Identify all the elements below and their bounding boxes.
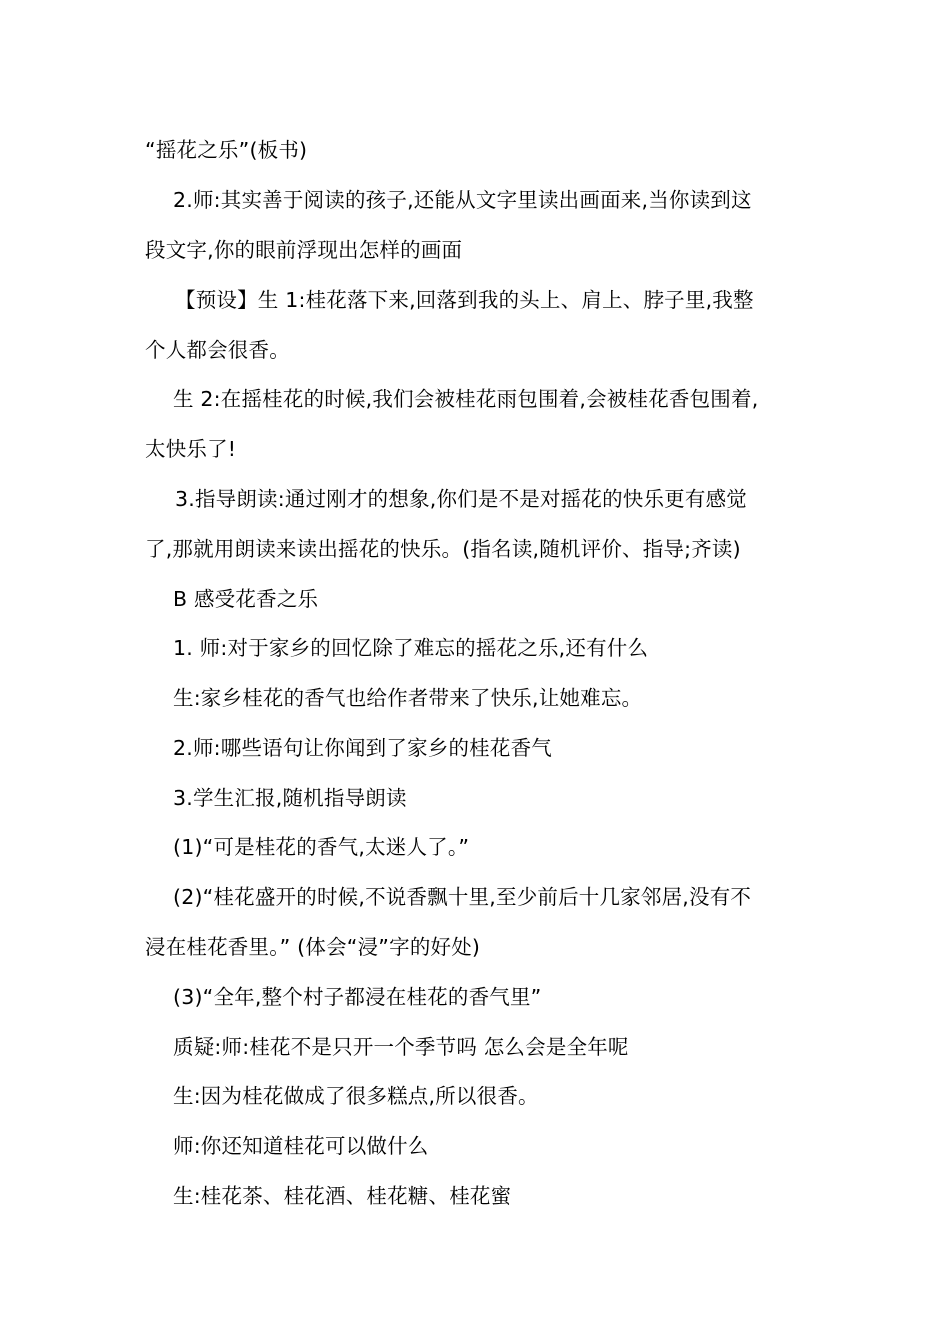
text-line: 2.师:哪些语句让你闻到了家乡的桂花香气 — [173, 736, 552, 760]
text-line: 太快乐了! — [145, 437, 237, 461]
text-line: 个人都会很香。 — [145, 338, 290, 362]
text-line: 1. 师:对于家乡的回忆除了难忘的摇花之乐,还有什么 — [173, 636, 649, 660]
text-line: 生:因为桂花做成了很多糕点,所以很香。 — [173, 1084, 539, 1108]
text-line: 段文字,你的眼前浮现出怎样的画面 — [145, 238, 463, 262]
text-line: 生:家乡桂花的香气也给作者带来了快乐,让她难忘。 — [173, 686, 643, 710]
text-line: “摇花之乐”(板书) — [145, 138, 308, 162]
text-line: 3.学生汇报,随机指导朗读 — [173, 786, 407, 810]
text-line: 师:你还知道桂花可以做什么 — [173, 1134, 429, 1158]
section-heading: B 感受花香之乐 — [173, 587, 319, 611]
text-line: 了,那就用朗读来读出摇花的快乐。(指名读,随机评价、指导;齐读) — [145, 537, 741, 561]
text-line: 【预设】生 1:桂花落下来,回落到我的头上、肩上、脖子里,我整 — [175, 288, 754, 312]
text-line: 生 2:在摇桂花的时候,我们会被桂花雨包围着,会被桂花香包围着, — [173, 387, 759, 411]
text-line: 2.师:其实善于阅读的孩子,还能从文字里读出画面来,当你读到这 — [173, 188, 752, 212]
text-line: 生:桂花茶、桂花酒、桂花糖、桂花蜜 — [173, 1184, 512, 1208]
text-line: (2)“桂花盛开的时候,不说香飘十里,至少前后十几家邻居,没有不 — [173, 885, 752, 909]
text-line: 质疑:师:桂花不是只开一个季节吗 怎么会是全年呢 — [173, 1035, 629, 1059]
text-line: (1)“可是桂花的香气,太迷人了。” — [173, 835, 470, 859]
text-line: 3.指导朗读:通过刚才的想象,你们是不是对摇花的快乐更有感觉 — [175, 487, 747, 511]
text-line: (3)“全年,整个村子都浸在桂花的香气里” — [173, 985, 542, 1009]
text-line: 浸在桂花香里。” (体会“浸”字的好处) — [145, 935, 481, 959]
